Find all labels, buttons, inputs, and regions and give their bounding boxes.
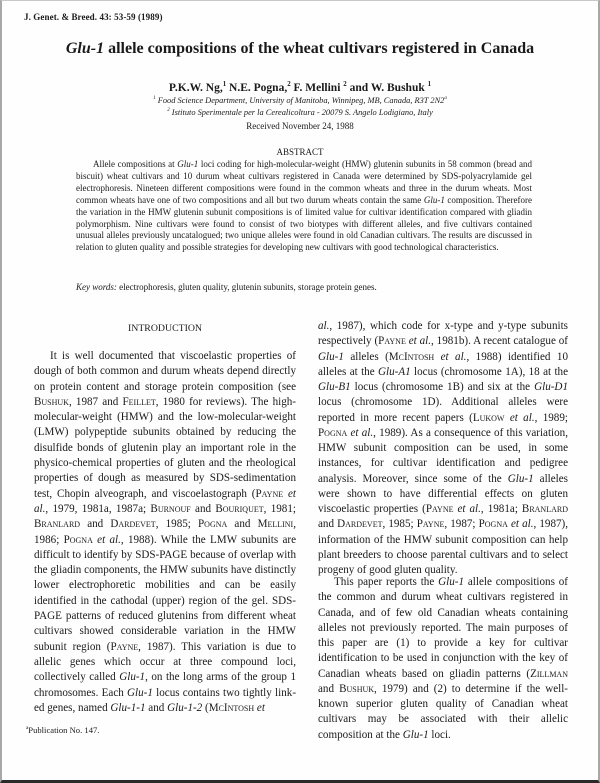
et-al: et al. xyxy=(504,411,535,424)
author-list xyxy=(0,81,600,94)
citation-author: Pogna xyxy=(63,533,93,546)
paper-title xyxy=(0,40,600,58)
keywords xyxy=(76,282,532,292)
affiliation-2-text: Istituto Sperimentale per la Cerealicoltura - 20079 S. Angelo Lodigiano, Italy xyxy=(171,108,433,117)
text: and xyxy=(318,682,340,695)
text: , 1981a; xyxy=(480,503,522,515)
gene-name: Glu-1-1 xyxy=(110,701,146,714)
affiliation-1-footnote-mark: a xyxy=(444,96,447,102)
introduction-paragraph-1 xyxy=(34,349,296,716)
affiliation-1-mark: 1 xyxy=(153,96,156,102)
text: alleles ( xyxy=(343,350,389,363)
introduction-paragraph-2 xyxy=(318,575,568,743)
text: allele compositions of the common and durum wheat cultivars registered in Canada, and of few old Canadian wheats containing alleles not previously reported. The main purposes of this paper are (1) to provide a key for cultivar identification to be used in conjunction with the key of Canadian wheats based on gliadin patterns ( xyxy=(318,576,568,680)
gene-name: Glu-1 xyxy=(402,728,429,741)
introduction-paragraph-1-continued xyxy=(318,319,568,578)
text: and xyxy=(190,502,216,515)
text: , on the long arms of the group 1 chromosomes. Each xyxy=(34,671,296,699)
citation-author: Pogna xyxy=(478,518,508,531)
et-al: et xyxy=(254,701,265,714)
citation-author: Burnouf xyxy=(150,502,191,515)
citation-author: Dardevet xyxy=(110,518,156,531)
author-and: and xyxy=(349,81,369,94)
gene-name: Glu-1 xyxy=(127,686,153,699)
text: and xyxy=(145,701,168,714)
author-1: P.K.W. Ng, xyxy=(168,81,223,94)
citation-author: Branlard xyxy=(34,518,81,531)
citation-author: Bouriquet xyxy=(215,502,264,515)
et-al: et al. xyxy=(434,350,467,363)
et-al: et al. xyxy=(405,335,431,348)
text: This paper reports the xyxy=(334,576,439,588)
footnote-text: Publication No. 147. xyxy=(28,725,100,735)
affiliation-2 xyxy=(0,108,600,117)
text: loci. xyxy=(428,728,451,741)
citation-author: Payne xyxy=(378,335,406,348)
abstract-body xyxy=(76,159,532,254)
text: It is well documented that viscoelastic properties of dough of both common and durum wheats depend directly on protein content and storage protein composition (see xyxy=(34,350,296,393)
et-al: et al. xyxy=(34,487,296,515)
text: locus (chromosome 1B) and six at the xyxy=(350,381,535,393)
text: , 1985; xyxy=(382,518,417,531)
text: , 1987). This variation is due to allelic genes which occur at three compound loci, collectively called xyxy=(34,640,296,684)
text: , 1980 for reviews). The high-molecular-weight (HMW) and the low-molecular-weight (LMW) polypeptide subunits obtained by reducing the disulfide bonds of glutenin play an important role in the physico-chemical properties of gluten and the rheological properties of dough as measured by SDS-sedimentation test, Chopin alveograph, and viscoelastograph ( xyxy=(34,395,296,500)
abstract-text: loci coding for high-molecular-weight (HMW) glutenin subunits in 58 common (bread and biscuit) wheat cultivars and 10 durum wheat cultivars registered in Canada were determined by SDS-polyacrylamide gel electrophoresis. Nineteen different compositions were found in the common wheats and three in the durum wheats. Most common wheats have one of two compositions and all but two durum wheats contain the same xyxy=(76,159,532,205)
gene-name: Glu-1 xyxy=(438,576,465,588)
text: , 1987 and xyxy=(68,395,123,408)
gene-name: Glu-1-2 xyxy=(167,701,203,714)
text: , 1981; xyxy=(263,502,296,515)
text: , 1979, 1981a, 1987a; xyxy=(45,502,151,515)
text: , 1986; xyxy=(34,518,296,546)
gene-name: Glu-D1 xyxy=(534,381,568,393)
journal-citation: J. Genet. & Breed. 43: 53-59 (1989) xyxy=(24,12,163,22)
text: and xyxy=(227,518,258,531)
gene-name: Glu-1 xyxy=(507,472,534,485)
et-al: et al. xyxy=(92,533,121,546)
citation-author: Bushuk xyxy=(339,682,375,695)
author-2-affil: 2 xyxy=(287,81,291,88)
title-gene: Glu-1 xyxy=(65,40,105,57)
text: , 1988) identified 10 alleles at the xyxy=(318,350,568,378)
text: , 1979) and (2) to determine if the well-known superior gluten quality of Canadian wheat cultivars may be associated with their allelic composition at the xyxy=(318,682,569,741)
citation-author: Payne xyxy=(425,503,454,515)
abstract-text: Allele compositions at xyxy=(93,159,178,169)
text: locus (chromosome 1A), 18 at the xyxy=(410,365,568,378)
citation-author: Zillman xyxy=(530,667,568,680)
author-4: W. Bushuk xyxy=(370,81,425,94)
author-1-affil: 1 xyxy=(222,81,227,88)
text: , 1987), information of the HMW subunit composition can help plant breeders to choose parental cultivars and to select progeny of good gluten quality. xyxy=(318,518,569,576)
text: locus contains two tightly linked genes, named xyxy=(34,686,297,714)
citation-author: McIntosh xyxy=(208,701,255,714)
citation-author: Feillet xyxy=(122,395,156,408)
text: , 1989). As a consequence of this variation, HMW subunit composition can be used, in some instances, for cultivar identification and pedigree analysis. Moreover, since some of the xyxy=(318,426,568,485)
gene-name: Glu-1 xyxy=(119,671,146,684)
author-4-affil: 1 xyxy=(427,81,432,88)
citation-author: Payne xyxy=(255,487,284,500)
footnote-mark: a xyxy=(26,725,29,732)
text: , 1988). While the LMW subunits are difficult to identify by SDS-PAGE because of overlap with the gliadin components, the HMW subunits have distinctly lower electrophoretic mobilities and can be easily identified in the cathodal (upper) region of the gel. SDS-PAGE patterns of reduced glutenins from different wheat cultivars showed considerable variation in the HMW subunit region ( xyxy=(34,533,296,653)
et-al: al. xyxy=(318,320,330,332)
text: , 1985; xyxy=(155,518,199,531)
text: alleles were shown to have differential effects on gluten viscoelastic properties ( xyxy=(318,472,569,515)
gene-name: Glu-A1 xyxy=(378,365,411,378)
et-al: et al. xyxy=(347,426,374,439)
gene-name: Glu-1 xyxy=(318,350,344,363)
citation-author: Branlard xyxy=(521,503,568,515)
citation-author: Dardevet xyxy=(337,518,383,531)
introduction-heading: INTRODUCTION xyxy=(127,323,202,334)
gene-name: Glu-1 xyxy=(177,159,199,169)
text: , 1989; xyxy=(534,411,568,424)
gene-name: Glu-1 xyxy=(423,194,445,205)
footnote xyxy=(26,725,99,735)
keywords-label: Key words: xyxy=(76,282,117,292)
author-2: N.E. Pogna, xyxy=(229,81,288,94)
citation-author: Pogna xyxy=(318,426,348,439)
text: , 1987), which code for x-type and y-type subunits respectively ( xyxy=(318,320,568,348)
citation-author: Payne xyxy=(110,640,139,653)
citation-author: Lukow xyxy=(472,411,505,424)
affiliation-2-mark: 2 xyxy=(167,108,170,114)
keywords-text: electrophoresis, gluten quality, glutenin subunits, storage protein genes. xyxy=(116,282,377,292)
citation-author: Payne xyxy=(416,518,445,531)
text: locus (chromosome 1D). Additional alleles were reported in more recent papers ( xyxy=(318,396,568,424)
citation-author: Mellini xyxy=(257,518,294,531)
text: and xyxy=(318,518,338,531)
abstract-text: composition. Therefore the variation in the HMW glutenin subunit compositions is of limited value for cultivar identification compared with gliadin polymorphism. Nine cultivars were found to consist of two biotypes with different alleles, and five cultivars contained unusual alleles previously uncatalogued; two unique alleles were found in old Canadian cultivars. The results are discussed in relation to gluten quality and possible strategies for developing new cultivars with good technological characteristics. xyxy=(76,194,532,253)
text: and xyxy=(80,518,111,531)
abstract-heading: ABSTRACT xyxy=(276,147,324,157)
et-al: et al. xyxy=(507,518,534,531)
title-text: allele compositions of the wheat cultivars registered in Canada xyxy=(104,40,535,57)
author-3: F. Mellini xyxy=(293,81,341,94)
text: , 1987; xyxy=(444,518,479,531)
text: , 1981b). A recent catalogue of xyxy=(431,335,568,348)
et-al: et al. xyxy=(453,503,481,515)
affiliation-1 xyxy=(0,96,600,105)
author-3-affil: 2 xyxy=(343,81,347,88)
gene-name: Glu-B1 xyxy=(318,381,351,393)
citation-author: Bushuk xyxy=(34,395,69,408)
citation-author: Pogna xyxy=(198,518,228,531)
affiliation-1-text: Food Science Department, University of Manitoba, Winnipeg, MB, Canada, R3T 2N2 xyxy=(157,96,445,105)
received-date: Received November 24, 1988 xyxy=(246,121,354,131)
text: ( xyxy=(202,701,209,714)
citation-author: McIntosh xyxy=(388,350,435,363)
